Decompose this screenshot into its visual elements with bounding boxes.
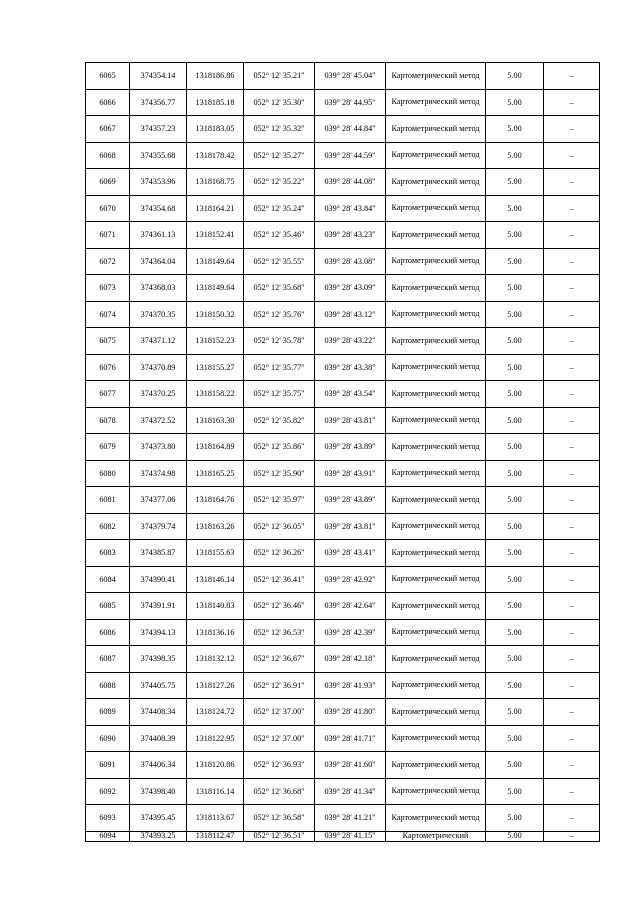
description-cell: – <box>544 566 600 593</box>
table-row <box>86 699 600 726</box>
y-coordinate-cell: 1318120.86 <box>187 752 244 779</box>
table-row <box>86 116 600 143</box>
description-cell: – <box>544 593 600 620</box>
accuracy-cell: 5.00 <box>486 222 544 249</box>
description-cell: – <box>544 381 600 408</box>
longitude-cell: 039° 28' 43.22" <box>315 328 386 355</box>
method-cell: Картометрический метод <box>386 195 486 222</box>
point-number-cell: 6069 <box>86 169 130 196</box>
y-coordinate-cell: 1318183.05 <box>187 116 244 143</box>
x-coordinate-cell: 374408.34 <box>130 699 187 726</box>
point-number-cell: 6075 <box>86 328 130 355</box>
x-coordinate-cell: 374373.80 <box>130 434 187 461</box>
table-row <box>86 805 600 832</box>
point-number-cell: 6066 <box>86 89 130 116</box>
latitude-cell: 052° 12' 36.41" <box>244 566 315 593</box>
method-cell: Картометрический метод <box>386 248 486 275</box>
method-cell: Картометрический метод <box>386 487 486 514</box>
method-cell: Картометрический метод <box>386 222 486 249</box>
description-cell: – <box>544 699 600 726</box>
method-cell: Картометрический метод <box>386 169 486 196</box>
method-cell: Картометрический <box>386 831 486 841</box>
description-cell: – <box>544 169 600 196</box>
latitude-cell: 052° 12' 35.32" <box>244 116 315 143</box>
latitude-cell: 052° 12' 36.05" <box>244 513 315 540</box>
point-number-cell: 6089 <box>86 699 130 726</box>
description-cell: – <box>544 434 600 461</box>
x-coordinate-cell: 374371.12 <box>130 328 187 355</box>
table-row <box>86 778 600 805</box>
x-coordinate-cell: 374398.40 <box>130 778 187 805</box>
description-cell: – <box>544 752 600 779</box>
y-coordinate-cell: 1318164.89 <box>187 434 244 461</box>
y-coordinate-cell: 1318116.14 <box>187 778 244 805</box>
description-cell: – <box>544 354 600 381</box>
longitude-cell: 039° 28' 43.89" <box>315 487 386 514</box>
longitude-cell: 039° 28' 41.21" <box>315 805 386 832</box>
method-cell: Картометрический метод <box>386 566 486 593</box>
description-cell: – <box>544 222 600 249</box>
accuracy-cell: 5.00 <box>486 301 544 328</box>
y-coordinate-cell: 1318158.22 <box>187 381 244 408</box>
accuracy-cell: 5.00 <box>486 460 544 487</box>
latitude-cell: 052° 12' 36.53" <box>244 619 315 646</box>
method-cell: Картометрический метод <box>386 407 486 434</box>
table-row <box>86 248 600 275</box>
method-cell: Картометрический метод <box>386 619 486 646</box>
x-coordinate-cell: 374405.75 <box>130 672 187 699</box>
latitude-cell: 052° 12' 35.22" <box>244 169 315 196</box>
x-coordinate-cell: 374368.03 <box>130 275 187 302</box>
point-number-cell: 6076 <box>86 354 130 381</box>
accuracy-cell: 5.00 <box>486 434 544 461</box>
method-cell: Картометрический метод <box>386 328 486 355</box>
accuracy-cell: 5.00 <box>486 672 544 699</box>
point-number-cell: 6074 <box>86 301 130 328</box>
accuracy-cell: 5.00 <box>486 566 544 593</box>
latitude-cell: 052° 12' 35.90" <box>244 460 315 487</box>
y-coordinate-cell: 1318150.32 <box>187 301 244 328</box>
method-cell: Картометрический метод <box>386 699 486 726</box>
x-coordinate-cell: 374370.35 <box>130 301 187 328</box>
x-coordinate-cell: 374377.06 <box>130 487 187 514</box>
method-cell: Картометрический метод <box>386 460 486 487</box>
x-coordinate-cell: 374391.91 <box>130 593 187 620</box>
x-coordinate-cell: 374355.68 <box>130 142 187 169</box>
latitude-cell: 052° 12' 36.51" <box>244 831 315 841</box>
description-cell: – <box>544 778 600 805</box>
table-row <box>86 646 600 673</box>
y-coordinate-cell: 1318122.95 <box>187 725 244 752</box>
y-coordinate-cell: 1318185.18 <box>187 89 244 116</box>
accuracy-cell: 5.00 <box>486 142 544 169</box>
y-coordinate-cell: 1318163.30 <box>187 407 244 434</box>
longitude-cell: 039° 28' 43.84" <box>315 195 386 222</box>
method-cell: Картометрический метод <box>386 434 486 461</box>
accuracy-cell: 5.00 <box>486 725 544 752</box>
description-cell: – <box>544 89 600 116</box>
point-number-cell: 6073 <box>86 275 130 302</box>
x-coordinate-cell: 374353.96 <box>130 169 187 196</box>
accuracy-cell: 5.00 <box>486 646 544 673</box>
point-number-cell: 6083 <box>86 540 130 567</box>
accuracy-cell: 5.00 <box>486 752 544 779</box>
latitude-cell: 052° 12' 35.55" <box>244 248 315 275</box>
point-number-cell: 6093 <box>86 805 130 832</box>
method-cell: Картометрический метод <box>386 725 486 752</box>
longitude-cell: 039° 28' 43.09" <box>315 275 386 302</box>
accuracy-cell: 5.00 <box>486 699 544 726</box>
latitude-cell: 052° 12' 36.46" <box>244 593 315 620</box>
y-coordinate-cell: 1318132.12 <box>187 646 244 673</box>
latitude-cell: 052° 12' 35.86" <box>244 434 315 461</box>
x-coordinate-cell: 374357.23 <box>130 116 187 143</box>
x-coordinate-cell: 374370.25 <box>130 381 187 408</box>
description-cell: – <box>544 460 600 487</box>
table-row <box>86 328 600 355</box>
point-number-cell: 6071 <box>86 222 130 249</box>
accuracy-cell: 5.00 <box>486 407 544 434</box>
y-coordinate-cell: 1318152.23 <box>187 328 244 355</box>
latitude-cell: 052° 12' 36.68" <box>244 778 315 805</box>
longitude-cell: 039° 28' 42.39" <box>315 619 386 646</box>
x-coordinate-cell: 374406.34 <box>130 752 187 779</box>
y-coordinate-cell: 1318163.26 <box>187 513 244 540</box>
latitude-cell: 052° 12' 35.97" <box>244 487 315 514</box>
y-coordinate-cell: 1318164.76 <box>187 487 244 514</box>
point-number-cell: 6092 <box>86 778 130 805</box>
description-cell: – <box>544 248 600 275</box>
x-coordinate-cell: 374395.45 <box>130 805 187 832</box>
accuracy-cell: 5.00 <box>486 328 544 355</box>
latitude-cell: 052° 12' 36.67" <box>244 646 315 673</box>
y-coordinate-cell: 1318149.64 <box>187 275 244 302</box>
description-cell: – <box>544 116 600 143</box>
x-coordinate-cell: 374393.25 <box>130 831 187 841</box>
latitude-cell: 052° 12' 35.82" <box>244 407 315 434</box>
y-coordinate-cell: 1318165.25 <box>187 460 244 487</box>
method-cell: Картометрический метод <box>386 89 486 116</box>
description-cell: – <box>544 195 600 222</box>
x-coordinate-cell: 374356.77 <box>130 89 187 116</box>
point-number-cell: 6082 <box>86 513 130 540</box>
latitude-cell: 052° 12' 36.26" <box>244 540 315 567</box>
point-number-cell: 6081 <box>86 487 130 514</box>
longitude-cell: 039° 28' 44.59" <box>315 142 386 169</box>
x-coordinate-cell: 374370.89 <box>130 354 187 381</box>
point-number-cell: 6065 <box>86 63 130 90</box>
latitude-cell: 052° 12' 37.00" <box>244 725 315 752</box>
method-cell: Картометрический метод <box>386 672 486 699</box>
point-number-cell: 6085 <box>86 593 130 620</box>
x-coordinate-cell: 374354.14 <box>130 63 187 90</box>
latitude-cell: 052° 12' 35.77" <box>244 354 315 381</box>
latitude-cell: 052° 12' 37.00" <box>244 699 315 726</box>
point-number-cell: 6068 <box>86 142 130 169</box>
latitude-cell: 052° 12' 35.24" <box>244 195 315 222</box>
y-coordinate-cell: 1318124.72 <box>187 699 244 726</box>
table-row <box>86 540 600 567</box>
table-row <box>86 142 600 169</box>
longitude-cell: 039° 28' 43.41" <box>315 540 386 567</box>
coordinate-table <box>85 62 600 842</box>
y-coordinate-cell: 1318155.27 <box>187 354 244 381</box>
x-coordinate-cell: 374372.52 <box>130 407 187 434</box>
accuracy-cell: 5.00 <box>486 354 544 381</box>
longitude-cell: 039° 28' 41.34" <box>315 778 386 805</box>
longitude-cell: 039° 28' 41.93" <box>315 672 386 699</box>
table-row <box>86 63 600 90</box>
y-coordinate-cell: 1318155.63 <box>187 540 244 567</box>
accuracy-cell: 5.00 <box>486 540 544 567</box>
method-cell: Картометрический метод <box>386 805 486 832</box>
description-cell: – <box>544 407 600 434</box>
point-number-cell: 6091 <box>86 752 130 779</box>
x-coordinate-cell: 374364.04 <box>130 248 187 275</box>
description-cell: – <box>544 831 600 841</box>
description-cell: – <box>544 540 600 567</box>
method-cell: Картометрический метод <box>386 778 486 805</box>
latitude-cell: 052° 12' 36.91" <box>244 672 315 699</box>
accuracy-cell: 5.00 <box>486 275 544 302</box>
table-row <box>86 752 600 779</box>
y-coordinate-cell: 1318178.42 <box>187 142 244 169</box>
method-cell: Картометрический метод <box>386 752 486 779</box>
method-cell: Картометрический метод <box>386 381 486 408</box>
accuracy-cell: 5.00 <box>486 169 544 196</box>
latitude-cell: 052° 12' 36.93" <box>244 752 315 779</box>
longitude-cell: 039° 28' 43.12" <box>315 301 386 328</box>
x-coordinate-cell: 374408.39 <box>130 725 187 752</box>
y-coordinate-cell: 1318136.16 <box>187 619 244 646</box>
table-row <box>86 593 600 620</box>
x-coordinate-cell: 374361.13 <box>130 222 187 249</box>
x-coordinate-cell: 374374.98 <box>130 460 187 487</box>
longitude-cell: 039° 28' 43.89" <box>315 434 386 461</box>
description-cell: – <box>544 487 600 514</box>
table-row <box>86 407 600 434</box>
description-cell: – <box>544 63 600 90</box>
longitude-cell: 039° 28' 41.71" <box>315 725 386 752</box>
method-cell: Картометрический метод <box>386 116 486 143</box>
longitude-cell: 039° 28' 44.95" <box>315 89 386 116</box>
description-cell: – <box>544 646 600 673</box>
table-row <box>86 195 600 222</box>
longitude-cell: 039° 28' 42.18" <box>315 646 386 673</box>
latitude-cell: 052° 12' 35.76" <box>244 301 315 328</box>
accuracy-cell: 5.00 <box>486 381 544 408</box>
table-row <box>86 619 600 646</box>
longitude-cell: 039° 28' 41.80" <box>315 699 386 726</box>
longitude-cell: 039° 28' 43.38" <box>315 354 386 381</box>
y-coordinate-cell: 1318127.26 <box>187 672 244 699</box>
point-number-cell: 6072 <box>86 248 130 275</box>
method-cell: Картометрический метод <box>386 646 486 673</box>
description-cell: – <box>544 142 600 169</box>
table-row <box>86 566 600 593</box>
longitude-cell: 039° 28' 42.92" <box>315 566 386 593</box>
method-cell: Картометрический метод <box>386 540 486 567</box>
table-row <box>86 275 600 302</box>
table-body <box>86 63 600 842</box>
table-row <box>86 487 600 514</box>
accuracy-cell: 5.00 <box>486 831 544 841</box>
table-row <box>86 831 600 841</box>
point-number-cell: 6080 <box>86 460 130 487</box>
description-cell: – <box>544 513 600 540</box>
point-number-cell: 6070 <box>86 195 130 222</box>
x-coordinate-cell: 374398.35 <box>130 646 187 673</box>
description-cell: – <box>544 672 600 699</box>
latitude-cell: 052° 12' 35.21" <box>244 63 315 90</box>
method-cell: Картометрический метод <box>386 275 486 302</box>
description-cell: – <box>544 275 600 302</box>
accuracy-cell: 5.00 <box>486 195 544 222</box>
longitude-cell: 039° 28' 43.81" <box>315 513 386 540</box>
description-cell: – <box>544 301 600 328</box>
method-cell: Картометрический метод <box>386 593 486 620</box>
accuracy-cell: 5.00 <box>486 593 544 620</box>
longitude-cell: 039° 28' 43.91" <box>315 460 386 487</box>
table-row <box>86 434 600 461</box>
latitude-cell: 052° 12' 35.75" <box>244 381 315 408</box>
coordinate-table-page <box>85 62 599 842</box>
y-coordinate-cell: 1318112.47 <box>187 831 244 841</box>
longitude-cell: 039° 28' 44.84" <box>315 116 386 143</box>
y-coordinate-cell: 1318186.86 <box>187 63 244 90</box>
y-coordinate-cell: 1318152.41 <box>187 222 244 249</box>
longitude-cell: 039° 28' 41.15" <box>315 831 386 841</box>
table-row <box>86 460 600 487</box>
description-cell: – <box>544 328 600 355</box>
longitude-cell: 039° 28' 44.08" <box>315 169 386 196</box>
accuracy-cell: 5.00 <box>486 89 544 116</box>
y-coordinate-cell: 1318140.83 <box>187 593 244 620</box>
table-row <box>86 301 600 328</box>
accuracy-cell: 5.00 <box>486 487 544 514</box>
x-coordinate-cell: 374394.13 <box>130 619 187 646</box>
longitude-cell: 039° 28' 45.04" <box>315 63 386 90</box>
accuracy-cell: 5.00 <box>486 619 544 646</box>
method-cell: Картометрический метод <box>386 142 486 169</box>
accuracy-cell: 5.00 <box>486 805 544 832</box>
table-row <box>86 672 600 699</box>
point-number-cell: 6067 <box>86 116 130 143</box>
accuracy-cell: 5.00 <box>486 778 544 805</box>
point-number-cell: 6090 <box>86 725 130 752</box>
accuracy-cell: 5.00 <box>486 513 544 540</box>
table-row <box>86 354 600 381</box>
table-row <box>86 169 600 196</box>
description-cell: – <box>544 805 600 832</box>
x-coordinate-cell: 374385.87 <box>130 540 187 567</box>
latitude-cell: 052° 12' 35.27" <box>244 142 315 169</box>
y-coordinate-cell: 1318164.21 <box>187 195 244 222</box>
point-number-cell: 6084 <box>86 566 130 593</box>
description-cell: – <box>544 619 600 646</box>
latitude-cell: 052° 12' 36.58" <box>244 805 315 832</box>
longitude-cell: 039° 28' 43.81" <box>315 407 386 434</box>
longitude-cell: 039° 28' 41.60" <box>315 752 386 779</box>
x-coordinate-cell: 374390.41 <box>130 566 187 593</box>
latitude-cell: 052° 12' 35.68" <box>244 275 315 302</box>
method-cell: Картометрический метод <box>386 513 486 540</box>
longitude-cell: 039° 28' 42.64" <box>315 593 386 620</box>
longitude-cell: 039° 28' 43.54" <box>315 381 386 408</box>
table-row <box>86 89 600 116</box>
y-coordinate-cell: 1318149.64 <box>187 248 244 275</box>
table-row <box>86 725 600 752</box>
y-coordinate-cell: 1318168.75 <box>187 169 244 196</box>
point-number-cell: 6077 <box>86 381 130 408</box>
longitude-cell: 039° 28' 43.08" <box>315 248 386 275</box>
y-coordinate-cell: 1318113.67 <box>187 805 244 832</box>
accuracy-cell: 5.00 <box>486 63 544 90</box>
latitude-cell: 052° 12' 35.78" <box>244 328 315 355</box>
method-cell: Картометрический метод <box>386 354 486 381</box>
point-number-cell: 6088 <box>86 672 130 699</box>
point-number-cell: 6079 <box>86 434 130 461</box>
table-row <box>86 381 600 408</box>
point-number-cell: 6094 <box>86 831 130 841</box>
x-coordinate-cell: 374354.68 <box>130 195 187 222</box>
longitude-cell: 039° 28' 43.23" <box>315 222 386 249</box>
y-coordinate-cell: 1318146.14 <box>187 566 244 593</box>
latitude-cell: 052° 12' 35.30" <box>244 89 315 116</box>
table-row <box>86 513 600 540</box>
description-cell: – <box>544 725 600 752</box>
point-number-cell: 6087 <box>86 646 130 673</box>
method-cell: Картометрический метод <box>386 301 486 328</box>
accuracy-cell: 5.00 <box>486 116 544 143</box>
method-cell: Картометрический метод <box>386 63 486 90</box>
point-number-cell: 6086 <box>86 619 130 646</box>
x-coordinate-cell: 374379.74 <box>130 513 187 540</box>
accuracy-cell: 5.00 <box>486 248 544 275</box>
point-number-cell: 6078 <box>86 407 130 434</box>
table-row <box>86 222 600 249</box>
latitude-cell: 052° 12' 35.46" <box>244 222 315 249</box>
